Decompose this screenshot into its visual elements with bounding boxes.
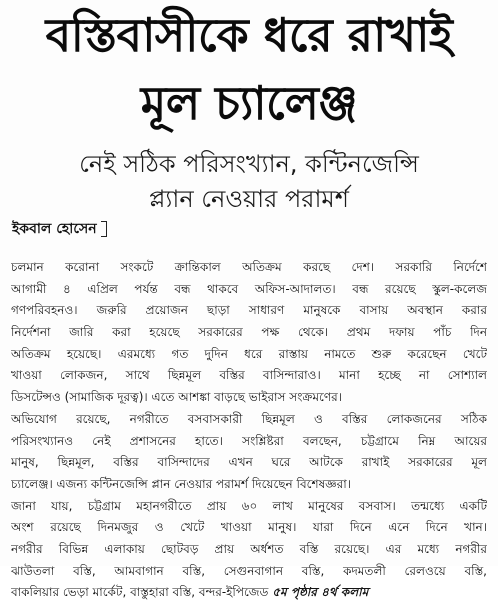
byline: [12, 220, 107, 238]
subheadline-line-1: নেই সঠিক পরিসংখ্যান, কন্টিনজেন্সি: [79, 150, 419, 178]
body-line: পরিসংখ্যানও নেই প্রশাসনের হাতে। সংশ্লিষ্টরা বলছেন, চট্টগ্রামে নিম্ন আয়ের: [11, 433, 487, 448]
body-line: নগরীর বিভিন্ন এলাকায় ছোটবড় প্রায় অর্ধশত বস্তি রয়েছে। এর মধ্যে নগরীর: [11, 541, 487, 556]
headline-line-2: মূল চ্যালেঞ্জ: [140, 76, 358, 130]
body-line: ডিসটেন্সও (সামাজিক দূরত্ব)। এতে আশঙ্কা বাড়ছে ভাইরাস সংক্রমণের।: [11, 390, 343, 405]
body-line: অংশ রয়েছে দিনমজুর ও খেটে খাওয়া মানুষ। যারা দিনে এনে দিনে খান।: [11, 520, 487, 535]
body-line: অতিক্রম হয়েছে। এরমধ্যে গত দুদিন ধরে রাস্তায় নামতে শুরু করেছেন খেটে: [11, 346, 487, 361]
author-name: ইকবাল হোসেন: [12, 221, 97, 237]
headline-line-1: বস্তিবাসীকে ধরে রাখাই: [45, 8, 453, 62]
body-line: মানুষ, ছিন্নমূল, বস্তির বাসিন্দাদের এখন ঘরে আটকে রাখাই সরকারের মূল: [11, 455, 487, 470]
body-line-last-text: বাকলিয়ার ভেড়া মার্কেট, বাস্তুহারা বস্তি, বন্দর-ইপিজেড: [11, 585, 269, 600]
body-line: আগামী ৪ এপ্রিল পর্যন্ত বন্ধ থাকবে অফিস-আদালত। বন্ধ রয়েছে স্কুল-কলেজ: [11, 281, 487, 296]
article-body: [11, 257, 487, 604]
body-line: অভিযোগ রয়েছে, নগরীতে বসবাসকারী ছিন্নমূল ও বস্তির লোকজনের সঠিক: [11, 411, 487, 426]
body-line: নির্দেশনা জারি করা হয়েছে সরকারের পক্ষ থেকে। প্রথম দফায় পাঁচ দিন: [11, 325, 487, 340]
body-line: গণপরিবহনও। জরুরি প্রয়োজন ছাড়া সাধারণ মানুষকে বাসায় অবস্থান করার: [11, 303, 487, 318]
body-line-last: [11, 582, 487, 604]
body-line: জানা যায়, চট্টগ্রাম মহানগরীতে প্রায় ৬০ লাখ মানুষের বসবাস। তন্মধ্যে একটি: [11, 498, 487, 513]
subheadline-line-2: প্ল্যান নেওয়ার পরামর্শ: [149, 185, 349, 213]
byline-bracket: [101, 221, 107, 237]
body-line: খাওয়া লোকজন, সাথে ছিন্নমূল বস্তির বাসিন্দারাও। মানা হচ্ছে না সোশ্যাল: [11, 368, 487, 383]
body-line: চ্যালেঞ্জ। এজন্য কন্টিনজেন্সি প্লান নেওয়ার পরামর্শ দিয়েছেন বিশেষজ্ঞরা।: [11, 476, 352, 491]
body-line: ঝাউতলা বস্তি, আমবাগান বস্তি, সেগুনবাগান বস্তি, কদমতলী রেলওয়ে বস্তি,: [11, 563, 487, 578]
body-line: চলমান করোনা সংকটে ক্রান্তিকাল অতিক্রম করছে দেশ। সরকারি নির্দেশে: [11, 260, 487, 274]
continued-reference: ৫ম পৃষ্ঠার ৪র্থ কলাম: [272, 585, 369, 600]
